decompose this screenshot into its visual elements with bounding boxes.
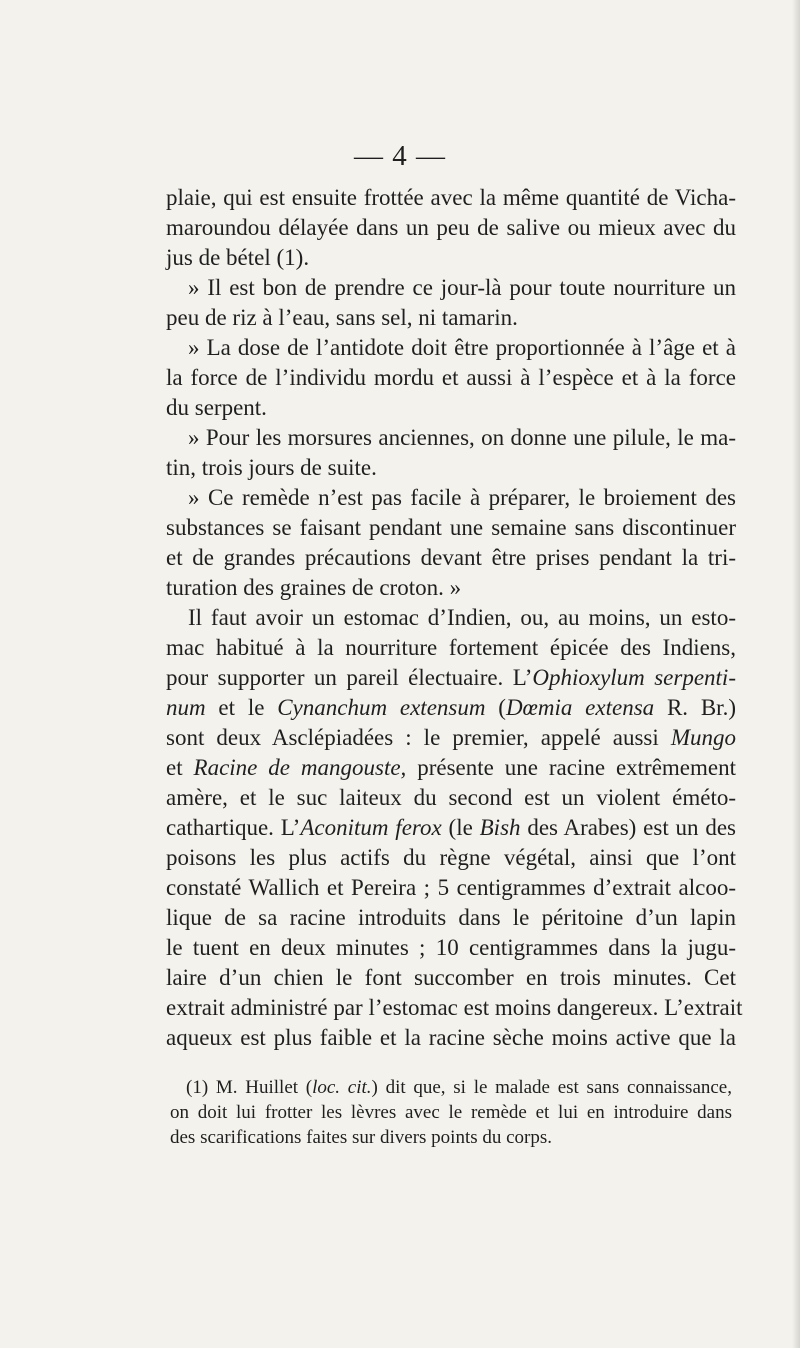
text-run: R. Br.) bbox=[654, 695, 736, 720]
text-run: et bbox=[166, 755, 194, 780]
footnote-line: des scarifications faites sur divers points du corps. bbox=[170, 1127, 553, 1148]
text-line: le tuent en deux minutes ; 10 centigrammes dans la jugu- bbox=[166, 935, 736, 960]
page-edge-shadow bbox=[792, 0, 800, 1348]
text-line: maroundou délayée dans un peu de salive ou mieux avec du bbox=[166, 215, 736, 240]
text-line: et de grandes précautions devant être prises pendant la tri- bbox=[166, 545, 736, 570]
text-line: Il faut avoir un estomac d’Indien, ou, au moins, un esto- bbox=[188, 605, 736, 630]
text-line bbox=[166, 813, 736, 843]
text-line: tin, trois jours de suite. bbox=[166, 455, 377, 480]
text-run: cathartique. L’ bbox=[166, 815, 301, 840]
text-line: substances se faisant pendant une semaine sans discontinuer bbox=[166, 515, 736, 540]
italic-species-name: num bbox=[166, 695, 206, 720]
text-run: présente une racine extrêmement bbox=[406, 755, 736, 780]
text-line: laire d’un chien le font succomber en trois minutes. Cet bbox=[166, 965, 736, 990]
italic-species-name: Dœmia extensa bbox=[505, 695, 655, 720]
text-run: sont deux Asclépiadées : le premier, appelé aussi bbox=[166, 725, 671, 750]
italic-term: Bish bbox=[479, 815, 521, 840]
text-line: extrait administré par l’estomac est moins dangereux. L’extrait bbox=[166, 995, 743, 1020]
text-line: aqueux est plus faible et la racine sèche moins active que la bbox=[166, 1025, 736, 1050]
page-number: — 4 — bbox=[354, 140, 446, 172]
text-run: ( bbox=[485, 695, 506, 720]
text-run: pour supporter un pareil électuaire. L’ bbox=[166, 665, 533, 690]
text-line bbox=[166, 663, 736, 693]
italic-term: Mungo bbox=[670, 725, 736, 750]
text-line bbox=[166, 753, 736, 783]
text-line: peu de riz à l’eau, sans sel, ni tamarin. bbox=[166, 305, 518, 330]
italic-term: Racine de mangouste, bbox=[193, 755, 407, 780]
text-line: » Pour les morsures anciennes, on donne une pilule, le ma- bbox=[188, 425, 736, 450]
text-line: » La dose de l’antidote doit être proportionnée à l’âge et à bbox=[188, 335, 736, 360]
text-line: mac habitué à la nourriture fortement épicée des Indiens, bbox=[166, 635, 736, 660]
text-line bbox=[166, 723, 736, 753]
text-line: du serpent. bbox=[166, 395, 267, 420]
text-line: jus de bétel (1). bbox=[166, 245, 310, 270]
italic-species-name: Cynanchum extensum bbox=[277, 695, 486, 720]
text-run: des Arabes) est un des bbox=[520, 815, 736, 840]
text-line bbox=[166, 693, 736, 723]
text-line: amère, et le suc laiteux du second est un violent éméto- bbox=[166, 785, 736, 810]
text-line: turation des graines de croton. » bbox=[166, 575, 462, 600]
text-line: la force de l’individu mordu et aussi à l’espèce et à la force bbox=[166, 365, 736, 390]
text-line: » Il est bon de prendre ce jour-là pour toute nourriture un bbox=[188, 275, 736, 300]
footnote-line: on doit lui frotter les lèvres avec le remède et lui en introduire dans bbox=[170, 1102, 732, 1123]
italic-citation: loc. cit. bbox=[312, 1077, 372, 1098]
text-line: poisons les plus actifs du règne végétal, ainsi que l’ont bbox=[166, 845, 736, 870]
text-run: ) dit que, si le malade est sans connaissance, bbox=[371, 1077, 732, 1098]
text-run: (le bbox=[441, 815, 480, 840]
italic-species-name: Aconitum ferox bbox=[300, 815, 442, 840]
text-line: lique de sa racine introduits dans le péritoine d’un lapin bbox=[166, 905, 736, 930]
text-run: (1) M. Huillet ( bbox=[186, 1077, 313, 1098]
footnote-line bbox=[186, 1075, 732, 1100]
text-line: constaté Wallich et Pereira ; 5 centigrammes d’extrait alcoo- bbox=[166, 875, 736, 900]
text-run: et le bbox=[205, 695, 278, 720]
text-line: plaie, qui est ensuite frottée avec la même quantité de Vicha- bbox=[166, 185, 736, 210]
italic-species-name: Ophioxylum serpenti- bbox=[532, 665, 736, 690]
text-line: » Ce remède n’est pas facile à préparer, le broiement des bbox=[188, 485, 736, 510]
